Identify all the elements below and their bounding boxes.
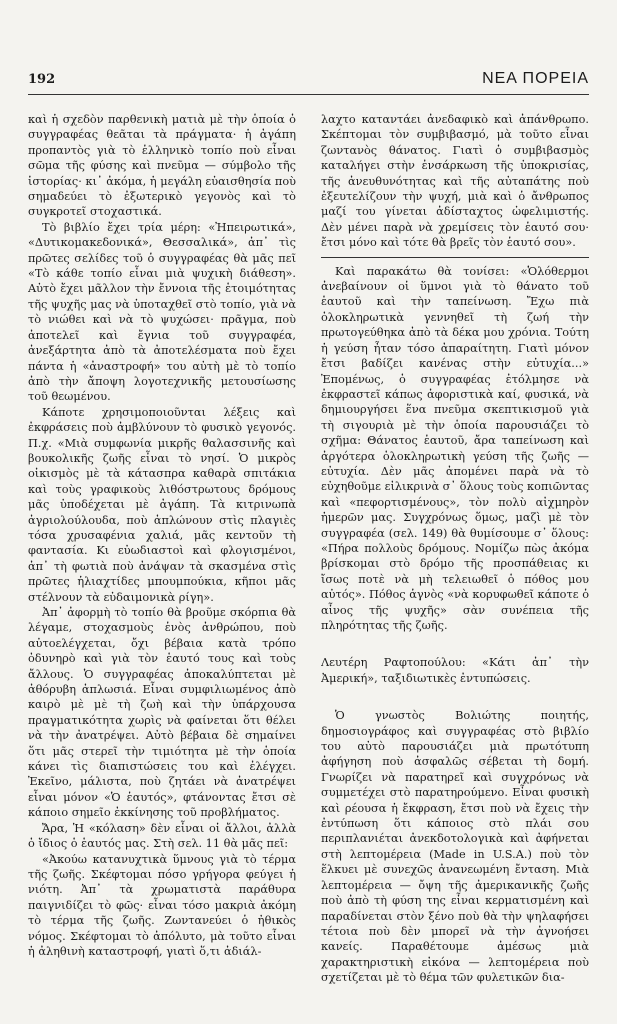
paragraph: καὶ ἡ σχεδὸν παρθενικὴ ματιὰ μὲ τὴν ὁποία ὁ συγγραφέας θεᾶται τὰ πράγματα· ἡ ἀγάπη προπαντὸς γιὰ τὸ ἑλληνικὸ τοπίο ποὺ εἶναι σῶμα τῆς φύσης καὶ πνεῦμα — σύμβολο τῆς ἱστορίας· κι᾽ ἀκόμα, ἡ μεγάλη εὐαισθησία ποὺ σημαδεύει τὸ ἐξωτερικὸ γεγονὸς καὶ τὸ συγκροτεῖ στοχαστικά. bbox=[28, 113, 296, 219]
quote-paragraph: «Ἀκούω κατανυχτικὰ ὕμνους γιὰ τὸ τέρμα τῆς ζωῆς. Σκέφτομαι πόσο γρήγορα φεύγει ἡ νιότη. Ἀπ᾽ τὰ χρωματιστὰ παράθυρα παιγνιδίζει τὸ φῶς· εἶναι τόσο μακριὰ ἀκόμη τὸ τέρμα τῆς ζωῆς. Ζωντανεύει ὁ ἠθικὸς νόμος. Σκέφτομαι τὸ ἀπόλυτο, μὰ τοῦτο εἶναι ἡ ἀληθινὴ καταστροφή, γιατὶ ὅ,τι ἀδιάλ- bbox=[28, 852, 296, 958]
paragraph: Καὶ παρακάτω θὰ τονίσει: «Ὁλόθερμοι ἀνεβαίνουν οἱ ὕμνοι γιὰ τὸ θάνατο τοῦ ἑαυτοῦ καὶ τὴν ταπείνωση. Ἔχω πιὰ ὁλοκληρωτικὰ γεννηθεῖ τὴ ζωή τὴν πρωτογεύθηκα ἀπὸ τὰ δέκα μου χρόνια. Τούτη ἡ γεύση ἦταν τόσο ἀπαραίτητη. Γιατὶ μόνον ἔτσι βαδίζει κανένας στὴν εὐτυχία...» Ἐπομένως, ὁ συγγραφέας ἐτόλμησε νὰ ἐκφραστεῖ κάπως ἀφοριστικὰ καί, φυσικά, νὰ δημιουργήσει ἕνα πνεῦμα σκεπτικισμοῦ γιὰ τὴ σιγουριὰ μὲ τὴν ὁποία παρουσιάζει τὸ σχῆμα: Θάνατος ἑαυτοῦ, ἄρα ταπείνωση καὶ ἀργότερα ὁλοκληρωτικὴ γεύση τῆς ζωῆς — εὐτυχία. Δὲν μᾶς ἀπομένει παρὰ νὰ τὸ εὐχηθοῦμε εἰλικρινὰ σ᾽ ὅλους τοὺς κοπιῶντας καὶ «πεφορτισμένους», τὸν πολὺ αἰχμηρὸν ἡμερῶν μας. Συγχρόνως ὅμως, μαζὶ μὲ τὸν συγγραφέα (σελ. 149) θὰ θυμίσουμε σ᾽ ὅλους: «Πήρα πολλοὺς δρόμους. Νομίζω πὼς ἀκόμα βρίσκομαι στὸ δρόμο τῆς προσπάθειας κι ἴσως ποτὲ νὰ μὴ τελειωθεῖ ὁ πόθος μου αὐτός». Πόθος ἁγνὸς «νὰ κορυφωθεῖ κάποτε ὁ αἶνος τῆς ψυχῆς» σὰν συνέπεια τῆς πληρότητας τῆς ζωῆς. bbox=[321, 264, 589, 632]
paragraph: λαχτο καταντάει ἀνεδαφικὸ καὶ ἀπάνθρωπο. Σκέπτομαι τὸν συμβιβασμό, μὰ τοῦτο εἶναι ζωντανὸς θάνατος. Γιατὶ ὁ συμβιβασμὸς καταλήγει στὴν ἐνσάρκωση τῆς ὑποκρισίας, τῆς ἀνευθυνότητας καὶ τῆς αὐταπάτης ποὺ ἐξευτελίζουν τὴν ψυχή, μιὰ καὶ ὁ ἄνθρωπος μαζί του γίνεται ἀδίσταχτος ὠφελιμιστής. Δὲν μένει παρὰ νὰ χρεμίσεις τὸν ἑαυτό σου· ἔτσι μόνο καὶ τότε θὰ βρεῖς τὸν ἑαυτό σου». bbox=[321, 113, 589, 250]
review-subtitle: ταξιδιωτικὲς ἐντυπώσεις. bbox=[381, 671, 531, 685]
divider bbox=[321, 257, 589, 258]
paragraph: Ἀπ᾽ ἀφορμὴ τὸ τοπίο θὰ βροῦμε σκόρπια θὰ λέγαμε, στοχασμοὺς ἑνὸς ἀνθρώπου, ποὺ αὐτοελέγχεται, ὄχι βέβαια κατὰ τρόπο ὀδυνηρὸ καὶ γιὰ τὸν ἑαυτό τους καὶ τοὺς ἄλλους. Ὁ συγγραφέας ἀποκαλύπτεται μὲ ἀθόρυβη ἁπλωσιά. Εἶναι συμφιλιωμένος ἀπὸ καιρὸ μὲ μὲ τὴ ζωὴ καὶ τὴν ὑπάρχουσα πραγματικότητα χωρὶς νὰ φαίνεται ὅτι θέλει νὰ τὴν ἀνατρέψει. Αὐτὸ βέβαια δὲ σημαίνει ὅτι μᾶς στερεῖ τὴν τιμιότητα μὲ τὴν ὁποία κάνει τὶς διαπιστώσεις του καὶ ἐλέγχει. Ἐκεῖνο, μάλιστα, ποὺ ζητάει νὰ ἀνατρέψει εἶναι μόνον «Ὁ ἑαυτός», φτάνοντας ἔτσι σὲ κάποιο σημεῖο ἐκκίνησης τοῦ προβλήματος. bbox=[28, 606, 296, 820]
review-heading bbox=[321, 655, 589, 686]
page-header bbox=[28, 68, 589, 95]
review-author: Λευτέρη Ραφτοπούλου: bbox=[321, 656, 466, 670]
paragraph: Τὸ βιβλίο ἔχει τρία μέρη: «Ἠπειρωτικά», «Δυτικομακεδονικά», Θεσσαλικά», ἀπ᾽ τὶς πρῶτες σελίδες τοῦ ὁ συγγραφέας θὰ μᾶς πεῖ «Τὸ κάθε τοπίο εἶναι μιὰ ψυχικὴ διάθεση». Αὐτὸ ἔχει μᾶλλον τὴν ἔννοια τῆς ἑτοιμότητας τῆς ψυχῆς μας νὰ ὑποταχθεῖ στὸ τοπίο, γιὰ νὰ τὸ νιώθει καὶ νὰ τὸ ψυχώσει· πρᾶγμα, ποὺ ἀποτελεῖ καὶ ἔγνια τοῦ συγγραφέα, ἀνεξάρτητα ἀπὸ τὰ ἀποτελέσματα ποὺ ἔχει πάντα ἡ «ἀναστροφή» του αὐτὴ μὲ τὸ τοπίο ἀπὸ τὴν ἄποψη λογοτεχνικῆς μετουσίωσης τοῦ θεωμένου. bbox=[28, 220, 296, 404]
right-column bbox=[321, 112, 589, 1017]
review-body: Ὁ γνωστὸς Βολιώτης ποιητής, δημοσιογράφος καὶ συγγραφέας στὸ βιβλίο του αὐτὸ παρουσιάζει μιὰ πρωτότυπη ἀφήγηση ποὺ ἀσφαλῶς σέβεται τὴ δομή. Γνωρίζει νὰ παρατηρεῖ καὶ συγχρόνως νὰ συμμετέχει στὸ παρατηρούμενο. Εἶναι φυσικὴ καὶ ρέουσα ἡ ἔκφραση, ἔτσι ποὺ νὰ ἔχεις τὴν ἐντύπωση ὅτι κάποιος στὸ πλάι σου περιπλανιέται ἀνεκδοτολογικὰ καὶ ἀφήνεται στὴ λεπτομέρεια (Made in U.S.A.) ποὺ τὸν ἕλκυει μὲ συνεχῶς ἀνανεωμένη ἔνταση. Μιὰ λεπτομέρεια — ὄψη τῆς ἀμερικανικῆς ζωῆς ποὺ ἀπὸ τὴ φύση της εἶναι κερματισμένη καὶ παραδίνεται στὸν ξένο ποὺ θὰ τὴν ψηλαφήσει τέτοια ποὺ δὲν μπορεῖ νὰ τὴν ἀγνοήσει κανείς. Παραθέτουμε ἀμέσως μιὰ χαρακτηριστικὴ εἰκόνα — λεπτομέρεια ποὺ σχετίζεται μὲ τὸ θέμα τῶν φυλετικῶν δια- bbox=[321, 709, 589, 985]
paragraph: Κάποτε χρησιμοποιοῦνται λέξεις καὶ ἐκφράσεις ποὺ ἀμβλύνουν τὸ φυσικὸ γεγονός. Π.χ. «Μιὰ συμφωνία μικρῆς θαλασσινῆς καὶ βουκολικῆς ζωῆς εἶναι τὸ νησί. Ὁ μικρὸς οἰκισμὸς μὲ τὰ κάτασπρα καθαρὰ σπιτάκια καὶ τοὺς γραφικοὺς λιθόστρωτους δρόμους μᾶς ὑποδέχεται μὲ ἀγάπη. Τὰ κιτρινωπὰ ἀγριολούλουδα, ποὺ ἁπλώνουν στὶς πλαγιὲς τόσα χρυσαφένια χαλιά, μᾶς κεντοῦν τὴ φαντασία. Κι εὐωδιαστοὶ καὶ φλογισμένοι, ἀπ᾽ τὴ φωτιὰ ποὺ ἀνάψαν τὰ σκασμένα στὶς πρῶτες ἡλιαχτίδες μπουμπούκια, κῆποι μᾶς στέλνουν τὰ εὐδαιμονικὰ ρίγη». bbox=[28, 405, 296, 604]
paragraph: Ἄρα, Ἡ «κόλαση» δὲν εἶναι οἱ ἄλλοι, ἀλλὰ ὁ ἴδιος ὁ ἑαυτός μας. Στὴ σελ. 11 θὰ μᾶς πεῖ: bbox=[28, 821, 296, 851]
review-book-title: «Κάτι ἀπ᾽ τὴν Ἀμερική», bbox=[321, 656, 589, 685]
page-number: 192 bbox=[28, 72, 56, 87]
left-column bbox=[28, 112, 296, 1017]
running-title: ΝΕΑ ΠΟΡΕΙΑ bbox=[482, 70, 589, 87]
